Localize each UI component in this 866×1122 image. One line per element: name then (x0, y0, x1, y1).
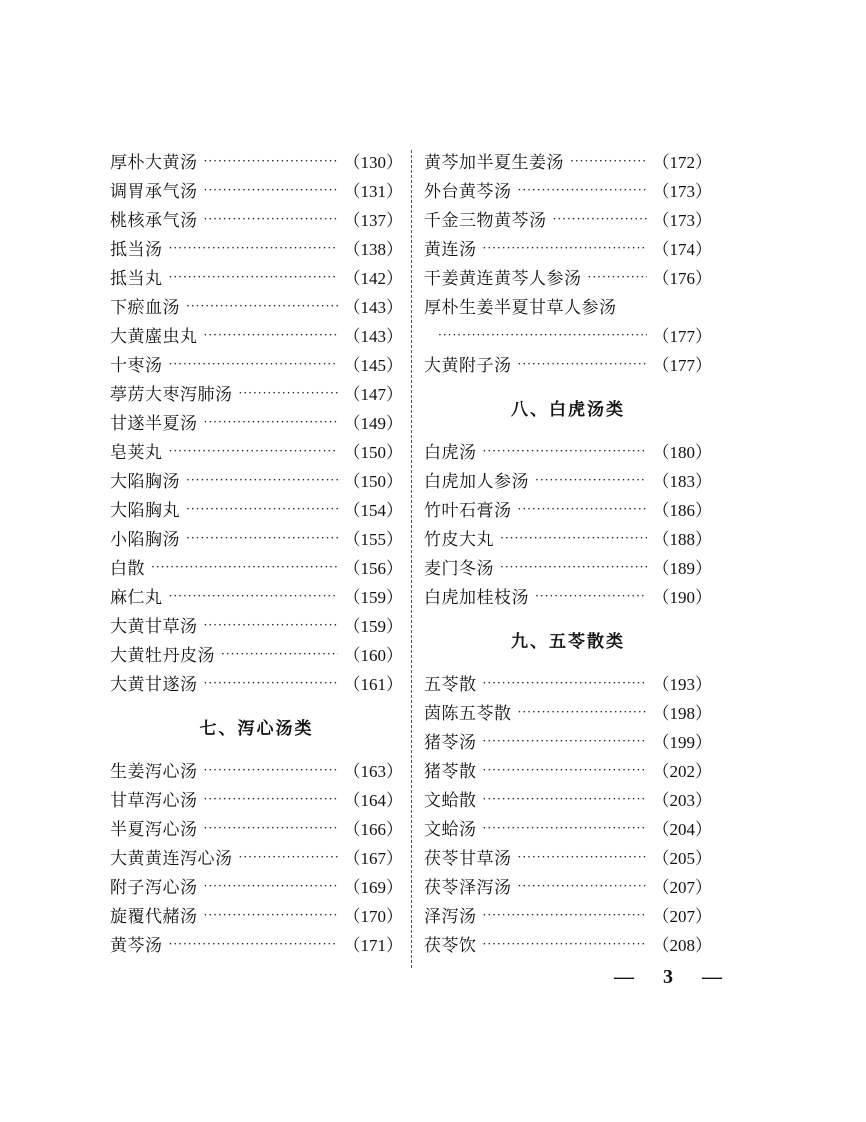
section-heading-wuling: 九、五苓散类 (511, 631, 625, 652)
toc-entry[interactable] (424, 204, 712, 233)
toc-entry[interactable] (110, 146, 403, 175)
leader-dots (204, 676, 338, 690)
entry-page: （143） (343, 327, 403, 346)
entry-page: （204） (652, 820, 712, 839)
entry-name: 大陷胸汤 (110, 472, 180, 492)
toc-entry[interactable] (110, 813, 403, 842)
toc-entry[interactable] (424, 697, 712, 726)
leader-dots (483, 937, 647, 951)
leader-dots (483, 908, 647, 922)
entry-name: 竹叶石膏汤 (424, 501, 512, 521)
toc-entry[interactable] (110, 291, 403, 320)
entry-page: （143） (343, 298, 403, 317)
leader-dots (169, 937, 338, 951)
entry-page: （176） (652, 269, 712, 288)
entry-page: （154） (343, 501, 403, 520)
entry-name: 茵陈五苓散 (424, 704, 512, 724)
entry-name: 甘草泻心汤 (110, 791, 198, 811)
left-list-b (110, 755, 403, 958)
toc-entry[interactable] (424, 726, 712, 755)
leader-dots (204, 328, 338, 342)
entry-page: （145） (343, 356, 403, 375)
toc-entry-long-continuation[interactable] (424, 320, 712, 349)
entry-name: 茯苓饮 (424, 936, 477, 956)
leader-dots (204, 154, 338, 168)
toc-entry[interactable] (424, 494, 712, 523)
toc-entry[interactable] (424, 929, 712, 958)
leader-dots (239, 850, 338, 864)
leader-dots (204, 879, 338, 893)
entry-page: （166） (343, 820, 403, 839)
entry-name: 外台黄芩汤 (424, 182, 512, 202)
entry-name: 黄芩加半夏生姜汤 (424, 153, 564, 173)
toc-entry[interactable] (424, 233, 712, 262)
entry-name: 半夏泻心汤 (110, 820, 198, 840)
toc-entry[interactable] (110, 639, 403, 668)
entry-page: （149） (343, 414, 403, 433)
entry-name: 麦门冬汤 (424, 559, 494, 579)
leader-dots (186, 531, 338, 545)
toc-entry[interactable] (110, 436, 403, 465)
entry-page: （186） (652, 501, 712, 520)
toc-entry[interactable] (424, 349, 712, 378)
entry-name: 桃核承气汤 (110, 211, 198, 231)
right-list-b (424, 436, 712, 610)
entry-name: 调胃承气汤 (110, 182, 198, 202)
toc-entry[interactable] (110, 668, 403, 697)
toc-entry[interactable] (424, 900, 712, 929)
right-column (424, 146, 712, 958)
entry-page: （159） (343, 617, 403, 636)
toc-entry[interactable] (110, 175, 403, 204)
toc-entry[interactable] (424, 784, 712, 813)
entry-name: 旋覆代赭汤 (110, 907, 198, 927)
leader-dots (483, 676, 647, 690)
leader-dots (518, 850, 647, 864)
leader-dots (169, 270, 338, 284)
leader-dots (518, 705, 647, 719)
leader-dots (570, 154, 647, 168)
leader-dots (186, 502, 338, 516)
leader-dots (204, 792, 338, 806)
entry-name: 葶苈大枣泻肺汤 (110, 385, 233, 405)
toc-entry[interactable] (110, 552, 403, 581)
entry-name: 猪苓散 (424, 762, 477, 782)
entry-page: （173） (652, 182, 712, 201)
entry-page: （174） (652, 240, 712, 259)
toc-entry[interactable] (110, 262, 403, 291)
leader-dots (204, 415, 338, 429)
entry-page: （203） (652, 791, 712, 810)
leader-dots (518, 502, 647, 516)
toc-entry[interactable] (110, 349, 403, 378)
leader-dots (239, 386, 338, 400)
entry-name: 十枣汤 (110, 356, 163, 376)
leader-dots (483, 734, 647, 748)
toc-entry[interactable] (110, 900, 403, 929)
entry-page: （167） (343, 849, 403, 868)
entry-page: （164） (343, 791, 403, 810)
entry-page: （202） (652, 762, 712, 781)
entry-name: 猪苓汤 (424, 733, 477, 753)
toc-entry[interactable] (424, 842, 712, 871)
entry-name: 麻仁丸 (110, 588, 163, 608)
entry-name: 文蛤汤 (424, 820, 477, 840)
toc-entry[interactable] (424, 871, 712, 900)
toc-entry[interactable] (110, 784, 403, 813)
section-heading-xiexin: 七、泻心汤类 (199, 718, 314, 739)
entry-page: （199） (652, 733, 712, 752)
entry-name: 大黄附子汤 (424, 356, 512, 376)
entry-name: 五苓散 (424, 675, 477, 695)
leader-dots (553, 212, 647, 226)
entry-page: （161） (343, 675, 403, 694)
toc-entry-long[interactable] (424, 291, 712, 320)
entry-page: （171） (343, 936, 403, 955)
leader-dots (483, 241, 647, 255)
leader-dots (169, 444, 338, 458)
entry-name: 生姜泻心汤 (110, 762, 198, 782)
toc-entry[interactable] (110, 581, 403, 610)
entry-name: 附子泻心汤 (110, 878, 198, 898)
entry-name: 黄芩汤 (110, 936, 163, 956)
entry-page: （193） (652, 675, 712, 694)
toc-entry[interactable] (110, 871, 403, 900)
toc-entry[interactable] (110, 755, 403, 784)
toc-entry[interactable] (424, 262, 712, 291)
left-list-a (110, 146, 403, 697)
entry-page: （169） (343, 878, 403, 897)
leader-dots (500, 531, 647, 545)
toc-entry[interactable] (424, 581, 712, 610)
toc-entry[interactable] (424, 813, 712, 842)
entry-page: （130） (343, 153, 403, 172)
entry-page: （150） (343, 443, 403, 462)
leader-dots (169, 589, 338, 603)
entry-page: （188） (652, 530, 712, 549)
entry-name: 黄连汤 (424, 240, 477, 260)
entry-name: 白虎汤 (424, 443, 477, 463)
entry-name: 甘遂半夏汤 (110, 414, 198, 434)
entry-page: （183） (652, 472, 712, 491)
entry-page: （198） (652, 704, 712, 723)
right-list-a2 (424, 349, 712, 378)
leader-dots (483, 763, 647, 777)
column-divider (411, 150, 413, 968)
right-list-a (424, 146, 712, 291)
entry-page: （207） (652, 907, 712, 926)
entry-name: 抵当丸 (110, 269, 163, 289)
entry-page: （205） (652, 849, 712, 868)
entry-name: 干姜黄连黄芩人参汤 (424, 269, 582, 289)
entry-name: 皂荚丸 (110, 443, 163, 463)
toc-entry[interactable] (110, 233, 403, 262)
entry-name: 千金三物黄芩汤 (424, 211, 547, 231)
page-number: — 3 — (614, 966, 734, 988)
entry-page: （159） (343, 588, 403, 607)
leader-dots (518, 357, 647, 371)
leader-dots (483, 821, 647, 835)
leader-dots (204, 618, 338, 632)
entry-page: （170） (343, 907, 403, 926)
entry-name: 厚朴大黄汤 (110, 153, 198, 173)
left-column (110, 146, 403, 958)
toc-entry[interactable] (110, 378, 403, 407)
leader-dots (221, 647, 338, 661)
entry-page: （131） (343, 182, 403, 201)
toc-entry[interactable] (110, 465, 403, 494)
entry-page: （137） (343, 211, 403, 230)
section-heading-baihu: 八、白虎汤类 (511, 399, 625, 420)
entry-name: 茯苓甘草汤 (424, 849, 512, 869)
entry-name: 大陷胸丸 (110, 501, 180, 521)
entry-page: （155） (343, 530, 403, 549)
entry-name: 文蛤散 (424, 791, 477, 811)
entry-name: 大黄黄连泻心汤 (110, 849, 233, 869)
entry-page: （180） (652, 443, 712, 462)
leader-dots (518, 879, 647, 893)
leader-dots (151, 560, 338, 574)
entry-page: （189） (652, 559, 712, 578)
leader-dots (535, 589, 647, 603)
toc-entry[interactable] (110, 204, 403, 233)
leader-dots (588, 270, 647, 284)
entry-page: （207） (652, 878, 712, 897)
entry-page: （172） (652, 153, 712, 172)
leader-dots (438, 328, 647, 342)
toc-entry[interactable] (424, 552, 712, 581)
leader-dots (204, 821, 338, 835)
entry-name: 小陷胸汤 (110, 530, 180, 550)
entry-page: （142） (343, 269, 403, 288)
toc-entry[interactable] (424, 523, 712, 552)
leader-dots (204, 183, 338, 197)
leader-dots (483, 792, 647, 806)
entry-name: 泽泻汤 (424, 907, 477, 927)
leader-dots (535, 473, 647, 487)
entry-page: （147） (343, 385, 403, 404)
entry-page: （150） (343, 472, 403, 491)
toc-entry[interactable] (110, 523, 403, 552)
entry-page: （173） (652, 211, 712, 230)
entry-page: （163） (343, 762, 403, 781)
toc-entry[interactable] (110, 407, 403, 436)
leader-dots (483, 444, 647, 458)
leader-dots (500, 560, 647, 574)
entry-name: 抵当汤 (110, 240, 163, 260)
entry-page: （138） (343, 240, 403, 259)
leader-dots (204, 763, 338, 777)
entry-page: （160） (343, 646, 403, 665)
entry-page: （177） (652, 327, 712, 346)
entry-name: 下瘀血汤 (110, 298, 180, 318)
leader-dots (186, 299, 338, 313)
toc-entry[interactable] (424, 755, 712, 784)
entry-name: 竹皮大丸 (424, 530, 494, 550)
entry-name: 白虎加桂枝汤 (424, 588, 529, 608)
toc-entry[interactable] (424, 146, 712, 175)
toc-entry[interactable] (424, 175, 712, 204)
entry-name: 白虎加人参汤 (424, 472, 529, 492)
entry-page: （177） (652, 356, 712, 375)
leader-dots (204, 212, 338, 226)
entry-name: 白散 (110, 559, 145, 579)
leader-dots (204, 908, 338, 922)
toc-entry[interactable] (424, 436, 712, 465)
toc-entry[interactable] (424, 465, 712, 494)
leader-dots (169, 357, 338, 371)
entry-name: 大黄甘草汤 (110, 617, 198, 637)
entry-name: 茯苓泽泻汤 (424, 878, 512, 898)
toc-entry[interactable] (110, 610, 403, 639)
leader-dots (186, 473, 338, 487)
entry-name: 厚朴生姜半夏甘草人参汤 (424, 298, 617, 318)
entry-page: （156） (343, 559, 403, 578)
entry-page: （208） (652, 936, 712, 955)
leader-dots (518, 183, 647, 197)
toc-entry[interactable] (110, 842, 403, 871)
toc-entry[interactable] (110, 320, 403, 349)
entry-name: 大黄䗪虫丸 (110, 327, 198, 347)
leader-dots (169, 241, 338, 255)
entry-name: 大黄牡丹皮汤 (110, 646, 215, 666)
entry-name: 大黄甘遂汤 (110, 675, 198, 695)
toc-entry[interactable] (110, 929, 403, 958)
toc-entry[interactable] (110, 494, 403, 523)
right-list-c (424, 668, 712, 958)
entry-page: （190） (652, 588, 712, 607)
toc-entry[interactable] (424, 668, 712, 697)
